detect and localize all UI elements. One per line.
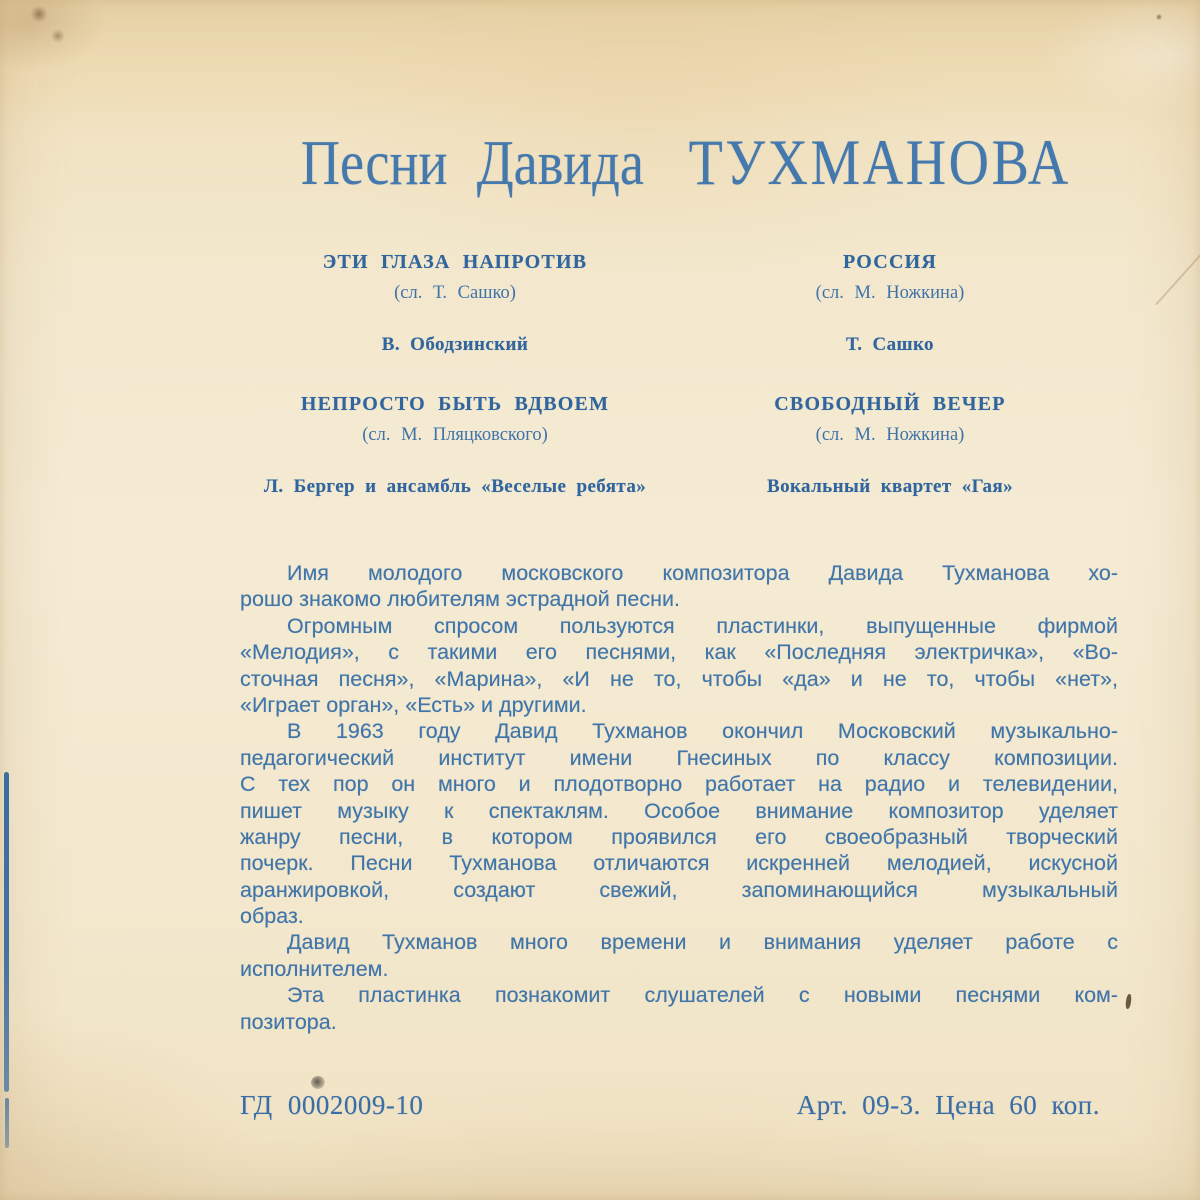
spine-ink-line (4, 772, 9, 1092)
track-lyricist: (сл. М. Пляцковского) (362, 425, 548, 445)
track-column-right (675, 250, 1105, 534)
track-title: РОССИЯ (843, 251, 937, 273)
price-label: Арт. 09-3. Цена 60 коп. (796, 1090, 1100, 1120)
track-entry (675, 392, 1105, 499)
liner-line: рошо знакомо любителям эстрадной песни. (240, 587, 680, 612)
liner-paragraph (240, 718, 1118, 929)
liner-notes (240, 560, 1118, 1035)
liner-paragraph (240, 613, 1118, 719)
paper-crease (1155, 233, 1200, 306)
footer-row (240, 1088, 1100, 1122)
track-title: ЭТИ ГЛАЗА НАПРОТИВ (322, 251, 588, 273)
album-title-surname: ТУХМАНОВА (688, 127, 1071, 199)
liner-line: С тех пор он много и плодотворно работает на радио и телевидении, (240, 772, 1118, 797)
catalog-number: ГД 0002009-10 (240, 1090, 424, 1120)
track-column-left (245, 250, 665, 534)
liner-line: педагогический институт имени Гнесиных по классу композиции. (240, 745, 1118, 770)
track-performer: Вокальный квартет «Гая» (767, 476, 1013, 497)
ink-smudge (311, 1076, 325, 1089)
track-lyricist: (сл. М. Ножкина) (815, 425, 965, 445)
liner-line: почерк. Песни Тухманова отличаются искренней мелодией, искусной (240, 851, 1118, 876)
track-performer: Т. Сашко (846, 334, 934, 355)
track-title: СВОБОДНЫЙ ВЕЧЕР (774, 393, 1006, 415)
album-title-word: Песни (300, 128, 448, 198)
liner-line: пишет музыку к спектаклям. Особое внимание композитор уделяет (240, 798, 1118, 823)
liner-line: аранжировкой, создают свежий, запоминающийся музыкальный (240, 877, 1118, 902)
liner-line: образ. (240, 904, 304, 929)
track-entry (245, 250, 665, 357)
liner-paragraph (240, 982, 1118, 1035)
liner-line: сточная песня», «Марина», «И не то, чтобы «да» и не то, чтобы «нет», (240, 666, 1118, 691)
liner-line: жанру песни, в котором проявился его своеобразный творческий (240, 824, 1118, 849)
track-performer: Л. Бергер и ансамбль «Веселые ребята» (263, 476, 647, 497)
liner-line: исполнителем. (240, 956, 389, 981)
liner-line: В 1963 году Давид Тухманов окончил Московский музыкально- (287, 719, 1118, 744)
liner-line: Имя молодого московского композитора Давида Тухманова хо- (287, 561, 1118, 585)
liner-line: Эта пластинка познакомит слушателей с новыми песнями ком- (287, 983, 1118, 1008)
track-title: НЕПРОСТО БЫТЬ ВДВОЕМ (300, 393, 610, 415)
liner-line: «Играет орган», «Есть» и другими. (240, 692, 587, 717)
liner-line: Давид Тухманов много времени и внимания уделяет работе с (287, 930, 1118, 955)
liner-line: «Мелодия», с такими его песнями, как «Последняя электричка», «Во- (240, 640, 1118, 665)
track-entry (245, 392, 665, 499)
spine-ink-line-tail (5, 1098, 9, 1148)
track-entry (675, 250, 1105, 357)
track-lyricist: (сл. Т. Сашко) (394, 283, 516, 303)
liner-paragraph (240, 560, 1118, 613)
track-lyricist: (сл. М. Ножкина) (815, 283, 965, 303)
track-listing (245, 250, 1105, 534)
track-performer: В. Ободзинский (381, 334, 529, 355)
album-title-word: Давида (476, 128, 644, 198)
liner-line: Огромным спросом пользуются пластинки, выпущенные фирмой (287, 613, 1118, 638)
liner-paragraph (240, 929, 1118, 982)
album-title (300, 127, 1071, 200)
liner-line: позитора. (240, 1009, 337, 1034)
paper-fleck (1125, 994, 1132, 1010)
